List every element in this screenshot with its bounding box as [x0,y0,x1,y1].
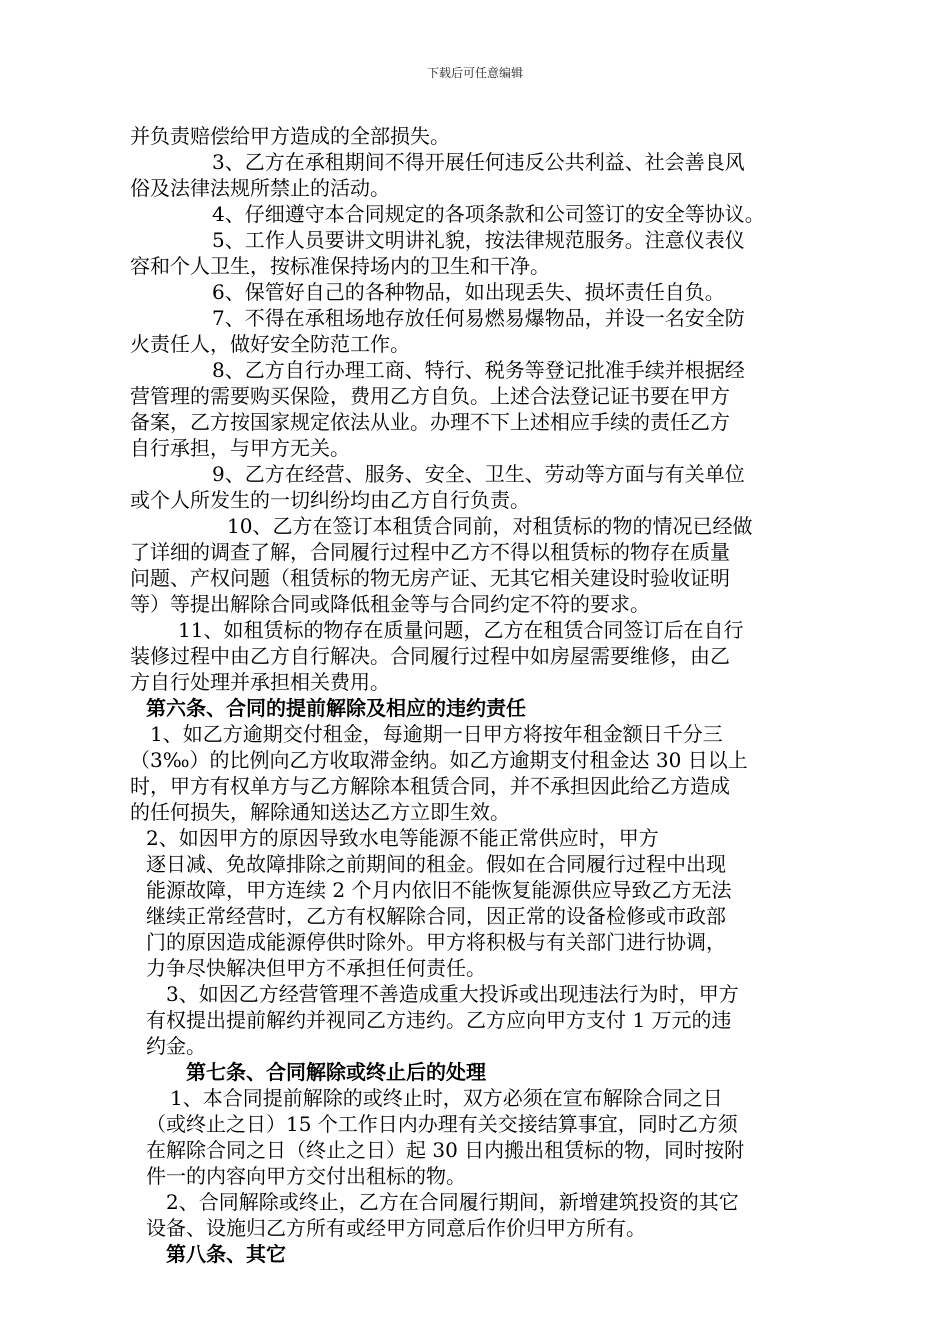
text-line: 的任何损失，解除通知送达乙方立即生效。 [130,800,510,824]
text-line: 问题、产权问题（租赁标的物无房产证、无其它相关建设时验收证明 [130,566,730,590]
text-line: 时，甲方有权单方与乙方解除本租赁合同，并不承担因此给乙方造成 [130,774,730,798]
text-line: 了详细的调查了解，合同履行过程中乙方不得以租赁标的物存在质量 [130,540,730,564]
text-line: 并负责赔偿给甲方造成的全部损失。 [130,124,450,148]
text-line: 有权提出提前解约并视同乙方违约。乙方应向甲方支付 1 万元的违 [146,1008,732,1032]
text-line: 件一的内容向甲方交付出租标的物。 [146,1164,466,1188]
text-line: 或个人所发生的一切纠纷均由乙方自行负责。 [130,488,530,512]
text-line: 装修过程中由乙方自行解决。合同履行过程中如房屋需要维修，由乙 [130,644,730,668]
text-line: 2、如因甲方的原因导致水电等能源不能正常供应时，甲方 [146,826,659,850]
section-heading: 第六条、合同的提前解除及相应的违约责任 [146,696,526,720]
text-line: 门的原因造成能源停供时除外。甲方将积极与有关部门进行协调， [146,930,726,954]
text-line: 1、本合同提前解除的或终止时，双方必须在宣布解除合同之日 [170,1086,723,1110]
text-line: 备案，乙方按国家规定依法从业。办理不下上述相应手续的责任乙方 [130,410,730,434]
text-line: 逐日减、免故障排除之前期间的租金。假如在合同履行过程中出现 [146,852,726,876]
text-line: 11、如租赁标的物存在质量问题，乙方在租赁合同签订后在自行 [178,618,744,642]
text-line: 继续正常经营时，乙方有权解除合同，因正常的设备检修或市政部 [146,904,726,928]
text-line: 营管理的需要购买保险，费用乙方自负。上述合法登记证书要在甲方 [130,384,730,408]
section-heading: 第七条、合同解除或终止后的处理 [186,1060,486,1084]
text-line: 俗及法律法规所禁止的活动。 [130,176,390,200]
text-line: 5、工作人员要讲文明讲礼貌，按法律规范服务。注意仪表仪 [212,228,745,252]
text-line: 设备、设施归乙方所有或经甲方同意后作价归甲方所有。 [146,1216,646,1240]
text-line: 在解除合同之日（终止之日）起 30 日内搬出租赁标的物，同时按附 [146,1138,745,1162]
text-line: 等）等提出解除合同或降低租金等与合同约定不符的要求。 [130,592,650,616]
text-line: 1、如乙方逾期交付租金，每逾期一日甲方将按年租金额日千分三 [150,722,723,746]
text-line: 7、不得在承租场地存放任何易燃易爆物品，并设一名安全防 [212,306,745,330]
text-line: 力争尽快解决但甲方不承担任何责任。 [146,956,486,980]
text-line: 10、乙方在签订本租赁合同前，对租赁标的物的情况已经做 [227,514,753,538]
text-line: 4、仔细遵守本合同规定的各项条款和公司签订的安全等协议。 [212,202,765,226]
text-line: 2、合同解除或终止，乙方在合同履行期间，新增建筑投资的其它 [166,1190,739,1214]
text-line: 容和个人卫生，按标准保持场内的卫生和干净。 [130,254,550,278]
text-line: 火责任人，做好安全防范工作。 [130,332,410,356]
text-line: 自行承担，与甲方无关。 [130,436,350,460]
text-line: （或终止之日）15 个工作日内办理有关交接结算事宜，同时乙方须 [146,1112,738,1136]
text-line: （3‰）的比例向乙方收取滞金纳。如乙方逾期支付租金达 30 日以上 [130,748,748,772]
text-line: 6、保管好自己的各种物品，如出现丢失、损坏责任自负。 [212,280,725,304]
text-line: 方自行处理并承担相关费用。 [130,670,390,694]
text-line: 能源故障，甲方连续 2 个月内依旧不能恢复能源供应导致乙方无法 [146,878,732,902]
page-header: 下载后可任意编辑 [426,66,523,80]
text-line: 约金。 [146,1034,206,1058]
text-line: 3、如因乙方经营管理不善造成重大投诉或出现违法行为时，甲方 [166,982,739,1006]
text-line: 9、乙方在经营、服务、安全、卫生、劳动等方面与有关单位 [212,462,745,486]
section-heading: 第八条、其它 [166,1242,286,1266]
text-line: 8、乙方自行办理工商、特行、税务等登记批准手续并根据经 [212,358,745,382]
text-line: 3、乙方在承租期间不得开展任何违反公共利益、社会善良风 [212,150,745,174]
